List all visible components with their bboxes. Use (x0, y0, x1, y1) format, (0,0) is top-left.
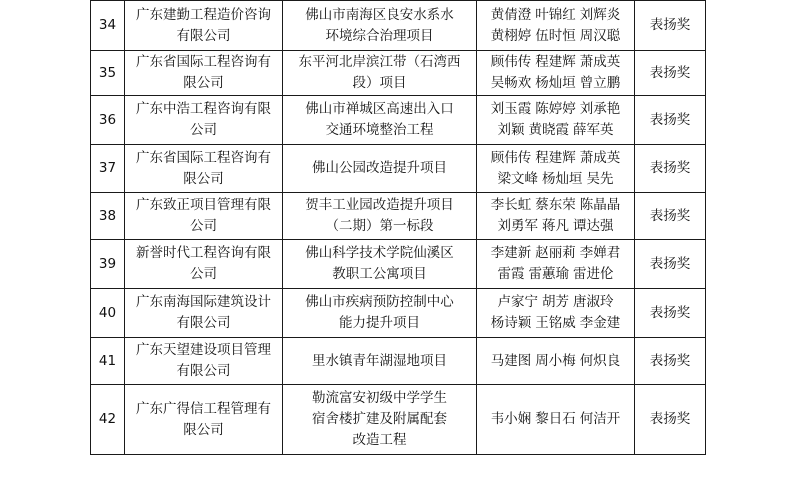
personnel-line (480, 292, 631, 313)
person-name: 韦小娴 (490, 411, 532, 427)
company-name-line: 限公司 (183, 75, 224, 91)
company-name-line: 限公司 (183, 421, 224, 438)
project-name-cell (283, 193, 477, 240)
company-name-line: 广东致正项目管理有限 (136, 197, 271, 213)
company-name-cell (125, 193, 283, 240)
award-table (90, 0, 706, 455)
company-name-cell (125, 51, 283, 96)
row-number: 39 (91, 240, 125, 289)
table-row (91, 240, 706, 289)
project-name-cell (283, 338, 477, 385)
company-name-cell (125, 1, 283, 51)
company-name-line: 广东天望建设项目管理 (136, 342, 271, 358)
person-name: 陈婷婷 (535, 101, 576, 117)
personnel-line (480, 409, 631, 430)
person-name: 周小梅 (535, 352, 576, 369)
company-name-line: 广东南海国际建筑设计 (136, 294, 271, 310)
project-name-line: 能力提升项目 (339, 315, 420, 331)
person-name: 蔡东荣 (535, 197, 576, 213)
person-name: 胡芳 (542, 294, 569, 310)
person-name: 李金建 (579, 315, 621, 331)
project-name-line: 段）项目 (352, 75, 407, 91)
company-name-line: 限公司 (183, 170, 224, 187)
person-name: 李建新 (490, 245, 532, 261)
company-name-line: 有限公司 (176, 27, 231, 44)
person-name: 吴先 (586, 170, 614, 187)
personnel-line (480, 351, 631, 372)
row-number: 38 (91, 193, 125, 240)
personnel-line (480, 52, 631, 73)
award-level: 表扬奖 (635, 289, 706, 338)
company-name-line: 公司 (190, 218, 217, 234)
row-number: 41 (91, 338, 125, 385)
personnel-line (480, 5, 631, 26)
award-level: 表扬奖 (635, 338, 706, 385)
person-name: 黄栩婷 (490, 27, 532, 44)
personnel-line (480, 313, 631, 334)
project-name-line: 里水镇青年湖湿地项目 (312, 352, 447, 369)
personnel-cell (477, 1, 635, 51)
person-name: 何洁开 (579, 411, 621, 427)
company-name-line: 广东广得信工程管理有 (136, 400, 271, 417)
company-name-line: 广东省国际工程咨询有 (136, 54, 271, 70)
row-number: 36 (91, 96, 125, 145)
person-name: 梁文峰 (497, 170, 538, 187)
person-name: 曾立鹏 (579, 75, 621, 91)
table-row (91, 51, 706, 96)
person-name: 萧成英 (579, 54, 621, 70)
row-number: 37 (91, 145, 125, 193)
award-level: 表扬奖 (635, 1, 706, 51)
table-row (91, 385, 706, 455)
person-name: 叶锦红 (535, 6, 576, 23)
project-name-line: 改造工程 (352, 432, 407, 448)
person-name: 顾伟传 (490, 54, 532, 70)
person-name: 顾伟传 (490, 149, 532, 166)
personnel-line (480, 99, 631, 120)
personnel-line (480, 264, 631, 285)
company-name-line: 有限公司 (176, 363, 231, 379)
company-name-line: 有限公司 (176, 315, 231, 331)
person-name: 谭达强 (573, 218, 614, 234)
project-name-cell (283, 145, 477, 193)
company-name-cell (125, 240, 283, 289)
project-name-line: 佛山科学技术学院仙溪区 (305, 245, 454, 261)
award-level: 表扬奖 (635, 385, 706, 455)
person-name: 杨诗颖 (490, 315, 532, 331)
company-name-cell (125, 385, 283, 455)
person-name: 雷蕙瑜 (528, 266, 569, 282)
table-row (91, 193, 706, 240)
personnel-line (480, 73, 631, 94)
person-name: 萧成英 (579, 149, 621, 166)
person-name: 卢家宁 (497, 294, 538, 310)
project-name-cell (283, 96, 477, 145)
company-name-line: 新誉时代工程咨询有限 (136, 245, 271, 261)
table-row (91, 338, 706, 385)
company-name-cell (125, 289, 283, 338)
project-name-line: 教职工公寓项目 (332, 266, 427, 282)
personnel-line (480, 26, 631, 47)
personnel-line (480, 120, 631, 141)
project-name-line: 勒流富安初级中学学生 (312, 390, 447, 406)
person-name: 雷进伦 (573, 266, 614, 282)
personnel-cell (477, 385, 635, 455)
company-name-line: 公司 (190, 122, 217, 138)
project-name-line: 佛山市禅城区高速出入口 (305, 101, 454, 117)
project-name-line: 东平河北岸滨江带（石湾西 (298, 54, 461, 70)
project-name-cell (283, 385, 477, 455)
person-name: 程建辉 (535, 149, 576, 166)
award-level: 表扬奖 (635, 145, 706, 193)
personnel-cell (477, 51, 635, 96)
project-name-line: 环境综合治理项目 (325, 27, 434, 44)
person-name: 薛军英 (573, 122, 614, 138)
person-name: 王铭威 (535, 315, 576, 331)
person-name: 吴畅欢 (490, 75, 532, 91)
personnel-cell (477, 240, 635, 289)
person-name: 雷霞 (497, 266, 525, 282)
company-name-line: 广东建勤工程造价咨询 (136, 6, 271, 23)
table-row (91, 1, 706, 51)
project-name-cell (283, 51, 477, 96)
company-name-line: 公司 (190, 266, 217, 282)
project-name-line: （二期）第一标段 (325, 218, 434, 234)
row-number: 40 (91, 289, 125, 338)
personnel-line (480, 243, 631, 264)
person-name: 刘颖 (497, 122, 525, 138)
person-name: 刘承艳 (579, 101, 621, 117)
person-name: 蒋凡 (542, 218, 569, 234)
project-name-line: 交通环境整治工程 (325, 122, 434, 138)
personnel-cell (477, 96, 635, 145)
project-name-cell (283, 289, 477, 338)
project-name-cell (283, 240, 477, 289)
person-name: 马建图 (490, 352, 532, 369)
table-row (91, 289, 706, 338)
company-name-cell (125, 338, 283, 385)
project-name-line: 佛山市南海区良安水系水 (305, 6, 454, 23)
person-name: 李婵君 (579, 245, 621, 261)
award-level: 表扬奖 (635, 51, 706, 96)
table-row (91, 96, 706, 145)
project-name-line: 宿舍楼扩建及附属配套 (312, 411, 447, 427)
person-name: 周汉聪 (579, 27, 621, 44)
company-name-cell (125, 145, 283, 193)
row-number: 34 (91, 1, 125, 51)
personnel-cell (477, 193, 635, 240)
person-name: 刘辉炎 (579, 6, 621, 23)
person-name: 李长虹 (490, 197, 532, 213)
row-number: 35 (91, 51, 125, 96)
project-name-line: 佛山公园改造提升项目 (312, 160, 447, 176)
personnel-line (480, 169, 631, 190)
personnel-line (480, 216, 631, 237)
person-name: 黄倩澄 (490, 6, 532, 23)
company-name-cell (125, 96, 283, 145)
personnel-line (480, 148, 631, 169)
personnel-cell (477, 338, 635, 385)
award-table-body (91, 1, 706, 455)
company-name-line: 广东省国际工程咨询有 (136, 149, 271, 166)
person-name: 黎日石 (535, 411, 576, 427)
person-name: 杨灿垣 (535, 75, 576, 91)
person-name: 陈晶晶 (579, 197, 621, 213)
person-name: 何炽良 (579, 352, 621, 369)
personnel-line (480, 195, 631, 216)
person-name: 赵丽莉 (535, 245, 576, 261)
person-name: 刘玉霞 (490, 101, 532, 117)
person-name: 程建辉 (535, 54, 576, 70)
person-name: 伍时恒 (535, 27, 576, 44)
project-name-line: 贺丰工业园改造提升项目 (305, 197, 454, 213)
personnel-cell (477, 289, 635, 338)
person-name: 唐淑玲 (573, 294, 614, 310)
person-name: 黄晓霞 (528, 122, 569, 138)
table-row (91, 145, 706, 193)
project-name-cell (283, 1, 477, 51)
personnel-cell (477, 145, 635, 193)
person-name: 刘勇军 (497, 218, 538, 234)
person-name: 杨灿垣 (542, 170, 583, 187)
award-level: 表扬奖 (635, 240, 706, 289)
award-level: 表扬奖 (635, 96, 706, 145)
award-level: 表扬奖 (635, 193, 706, 240)
company-name-line: 广东中浩工程咨询有限 (136, 101, 271, 117)
row-number: 42 (91, 385, 125, 455)
project-name-line: 佛山市疾病预防控制中心 (305, 294, 454, 310)
